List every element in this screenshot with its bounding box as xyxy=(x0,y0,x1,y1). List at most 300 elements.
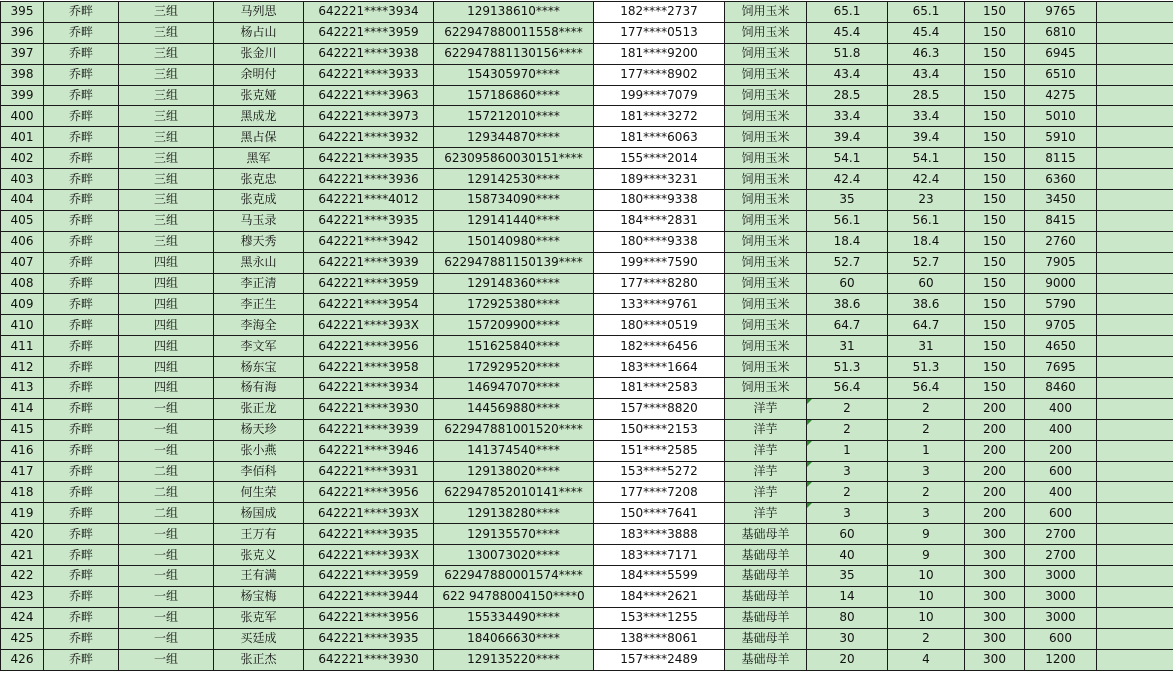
cell-crop-type[interactable]: 饲用玉米 xyxy=(725,169,807,190)
cell-id-number[interactable]: 642221****4012 xyxy=(304,190,434,211)
cell-crop-type[interactable]: 基础母羊 xyxy=(725,607,807,628)
cell-unit-price[interactable]: 150 xyxy=(965,64,1025,85)
cell-id-number[interactable]: 642221****3942 xyxy=(304,231,434,252)
cell-row-index[interactable]: 401 xyxy=(1,127,44,148)
cell-area[interactable]: 2 xyxy=(807,419,888,440)
cell-unit-price[interactable]: 150 xyxy=(965,2,1025,23)
cell-bank-account[interactable]: 129138280**** xyxy=(434,503,594,524)
cell-id-number[interactable]: 642221****3958 xyxy=(304,357,434,378)
cell-subsidy-area[interactable]: 10 xyxy=(888,586,965,607)
cell-phone[interactable]: 180****0519 xyxy=(594,315,725,336)
cell-subsidy-area[interactable]: 60 xyxy=(888,273,965,294)
cell-subsidy-area[interactable]: 28.5 xyxy=(888,85,965,106)
cell-row-index[interactable]: 417 xyxy=(1,461,44,482)
cell-blank[interactable] xyxy=(1097,252,1173,273)
cell-row-index[interactable]: 398 xyxy=(1,64,44,85)
cell-name[interactable]: 李佰科 xyxy=(214,461,304,482)
cell-row-index[interactable]: 402 xyxy=(1,148,44,169)
cell-unit-price[interactable]: 150 xyxy=(965,273,1025,294)
cell-crop-type[interactable]: 基础母羊 xyxy=(725,524,807,545)
cell-subsidy-area[interactable]: 65.1 xyxy=(888,2,965,23)
cell-area[interactable]: 31 xyxy=(807,336,888,357)
cell-blank[interactable] xyxy=(1097,524,1173,545)
cell-phone[interactable]: 184****2621 xyxy=(594,586,725,607)
cell-name[interactable]: 黑军 xyxy=(214,148,304,169)
cell-subsidy-area[interactable]: 45.4 xyxy=(888,22,965,43)
cell-blank[interactable] xyxy=(1097,273,1173,294)
cell-bank-account[interactable]: 157186860**** xyxy=(434,85,594,106)
cell-name[interactable]: 马列思 xyxy=(214,2,304,23)
cell-amount[interactable]: 4275 xyxy=(1025,85,1097,106)
cell-group[interactable]: 四组 xyxy=(119,294,214,315)
cell-name[interactable]: 杨宝梅 xyxy=(214,586,304,607)
cell-name[interactable]: 王万有 xyxy=(214,524,304,545)
cell-subsidy-area[interactable]: 43.4 xyxy=(888,64,965,85)
cell-subsidy-area[interactable]: 10 xyxy=(888,607,965,628)
cell-row-index[interactable]: 406 xyxy=(1,231,44,252)
cell-subsidy-area[interactable]: 56.1 xyxy=(888,210,965,231)
cell-area[interactable]: 43.4 xyxy=(807,64,888,85)
cell-bank-account[interactable]: 622947880011558**** xyxy=(434,22,594,43)
cell-bank-account[interactable]: 184066630**** xyxy=(434,628,594,649)
cell-group[interactable]: 三组 xyxy=(119,127,214,148)
cell-area[interactable]: 3 xyxy=(807,503,888,524)
cell-id-number[interactable]: 642221****3938 xyxy=(304,43,434,64)
cell-village[interactable]: 乔畔 xyxy=(44,503,119,524)
cell-village[interactable]: 乔畔 xyxy=(44,43,119,64)
cell-unit-price[interactable]: 300 xyxy=(965,649,1025,670)
cell-village[interactable]: 乔畔 xyxy=(44,357,119,378)
cell-row-index[interactable]: 414 xyxy=(1,398,44,419)
cell-phone[interactable]: 181****3272 xyxy=(594,106,725,127)
cell-phone[interactable]: 183****1664 xyxy=(594,357,725,378)
cell-group[interactable]: 三组 xyxy=(119,148,214,169)
cell-village[interactable]: 乔畔 xyxy=(44,210,119,231)
cell-group[interactable]: 三组 xyxy=(119,231,214,252)
cell-name[interactable]: 黑占保 xyxy=(214,127,304,148)
cell-amount[interactable]: 600 xyxy=(1025,503,1097,524)
cell-id-number[interactable]: 642221****3935 xyxy=(304,210,434,231)
cell-name[interactable]: 穆天秀 xyxy=(214,231,304,252)
cell-subsidy-area[interactable]: 52.7 xyxy=(888,252,965,273)
cell-bank-account[interactable]: 129344870**** xyxy=(434,127,594,148)
cell-id-number[interactable]: 642221****3959 xyxy=(304,273,434,294)
cell-blank[interactable] xyxy=(1097,294,1173,315)
cell-village[interactable]: 乔畔 xyxy=(44,482,119,503)
cell-subsidy-area[interactable]: 2 xyxy=(888,419,965,440)
cell-blank[interactable] xyxy=(1097,85,1173,106)
cell-crop-type[interactable]: 洋芋 xyxy=(725,503,807,524)
cell-phone[interactable]: 180****9338 xyxy=(594,190,725,211)
cell-phone[interactable]: 150****2153 xyxy=(594,419,725,440)
cell-subsidy-area[interactable]: 9 xyxy=(888,524,965,545)
cell-name[interactable]: 李正清 xyxy=(214,273,304,294)
cell-id-number[interactable]: 642221****3935 xyxy=(304,524,434,545)
cell-area[interactable]: 52.7 xyxy=(807,252,888,273)
cell-subsidy-area[interactable]: 39.4 xyxy=(888,127,965,148)
cell-group[interactable]: 二组 xyxy=(119,503,214,524)
cell-row-index[interactable]: 415 xyxy=(1,419,44,440)
cell-amount[interactable]: 400 xyxy=(1025,419,1097,440)
cell-area[interactable]: 14 xyxy=(807,586,888,607)
cell-area[interactable]: 65.1 xyxy=(807,2,888,23)
cell-blank[interactable] xyxy=(1097,649,1173,670)
cell-amount[interactable]: 8415 xyxy=(1025,210,1097,231)
cell-blank[interactable] xyxy=(1097,357,1173,378)
cell-id-number[interactable]: 642221****3930 xyxy=(304,649,434,670)
cell-phone[interactable]: 184****2831 xyxy=(594,210,725,231)
cell-bank-account[interactable]: 129138020**** xyxy=(434,461,594,482)
cell-bank-account[interactable]: 129135220**** xyxy=(434,649,594,670)
cell-row-index[interactable]: 425 xyxy=(1,628,44,649)
cell-group[interactable]: 三组 xyxy=(119,64,214,85)
cell-amount[interactable]: 6360 xyxy=(1025,169,1097,190)
cell-subsidy-area[interactable]: 31 xyxy=(888,336,965,357)
cell-bank-account[interactable]: 622 94788004150****0 xyxy=(434,586,594,607)
cell-unit-price[interactable]: 300 xyxy=(965,607,1025,628)
cell-phone[interactable]: 157****8820 xyxy=(594,398,725,419)
cell-name[interactable]: 杨有海 xyxy=(214,378,304,399)
cell-name[interactable]: 买廷成 xyxy=(214,628,304,649)
cell-crop-type[interactable]: 洋芋 xyxy=(725,440,807,461)
cell-row-index[interactable]: 404 xyxy=(1,190,44,211)
cell-crop-type[interactable]: 饲用玉米 xyxy=(725,106,807,127)
cell-row-index[interactable]: 410 xyxy=(1,315,44,336)
cell-blank[interactable] xyxy=(1097,127,1173,148)
cell-bank-account[interactable]: 622947881150139**** xyxy=(434,252,594,273)
cell-group[interactable]: 三组 xyxy=(119,2,214,23)
cell-bank-account[interactable]: 129148360**** xyxy=(434,273,594,294)
cell-area[interactable]: 42.4 xyxy=(807,169,888,190)
cell-village[interactable]: 乔畔 xyxy=(44,85,119,106)
cell-row-index[interactable]: 407 xyxy=(1,252,44,273)
cell-amount[interactable]: 4650 xyxy=(1025,336,1097,357)
cell-id-number[interactable]: 642221****3944 xyxy=(304,586,434,607)
cell-id-number[interactable]: 642221****3936 xyxy=(304,169,434,190)
cell-id-number[interactable]: 642221****3956 xyxy=(304,607,434,628)
cell-bank-account[interactable]: 158734090**** xyxy=(434,190,594,211)
cell-bank-account[interactable]: 622947852010141**** xyxy=(434,482,594,503)
cell-crop-type[interactable]: 饲用玉米 xyxy=(725,357,807,378)
cell-bank-account[interactable]: 151625840**** xyxy=(434,336,594,357)
cell-area[interactable]: 51.3 xyxy=(807,357,888,378)
cell-area[interactable]: 38.6 xyxy=(807,294,888,315)
cell-blank[interactable] xyxy=(1097,545,1173,566)
cell-name[interactable]: 黑永山 xyxy=(214,252,304,273)
cell-crop-type[interactable]: 饲用玉米 xyxy=(725,2,807,23)
cell-amount[interactable]: 6945 xyxy=(1025,43,1097,64)
cell-blank[interactable] xyxy=(1097,148,1173,169)
cell-group[interactable]: 二组 xyxy=(119,482,214,503)
cell-blank[interactable] xyxy=(1097,378,1173,399)
cell-name[interactable]: 李文军 xyxy=(214,336,304,357)
cell-row-index[interactable]: 422 xyxy=(1,566,44,587)
cell-group[interactable]: 四组 xyxy=(119,357,214,378)
cell-area[interactable]: 20 xyxy=(807,649,888,670)
cell-subsidy-area[interactable]: 51.3 xyxy=(888,357,965,378)
cell-unit-price[interactable]: 200 xyxy=(965,461,1025,482)
cell-phone[interactable]: 182****2737 xyxy=(594,2,725,23)
cell-crop-type[interactable]: 饲用玉米 xyxy=(725,43,807,64)
cell-row-index[interactable]: 405 xyxy=(1,210,44,231)
cell-subsidy-area[interactable]: 10 xyxy=(888,566,965,587)
cell-id-number[interactable]: 642221****3963 xyxy=(304,85,434,106)
cell-subsidy-area[interactable]: 38.6 xyxy=(888,294,965,315)
cell-group[interactable]: 一组 xyxy=(119,419,214,440)
cell-unit-price[interactable]: 150 xyxy=(965,252,1025,273)
cell-area[interactable]: 56.4 xyxy=(807,378,888,399)
cell-row-index[interactable]: 418 xyxy=(1,482,44,503)
cell-bank-account[interactable]: 129142530**** xyxy=(434,169,594,190)
cell-area[interactable]: 51.8 xyxy=(807,43,888,64)
cell-subsidy-area[interactable]: 2 xyxy=(888,398,965,419)
cell-row-index[interactable]: 419 xyxy=(1,503,44,524)
cell-id-number[interactable]: 642221****393X xyxy=(304,545,434,566)
cell-blank[interactable] xyxy=(1097,440,1173,461)
cell-subsidy-area[interactable]: 9 xyxy=(888,545,965,566)
cell-name[interactable]: 杨占山 xyxy=(214,22,304,43)
cell-unit-price[interactable]: 150 xyxy=(965,127,1025,148)
cell-area[interactable]: 39.4 xyxy=(807,127,888,148)
cell-group[interactable]: 一组 xyxy=(119,586,214,607)
cell-unit-price[interactable]: 200 xyxy=(965,419,1025,440)
cell-id-number[interactable]: 642221****3954 xyxy=(304,294,434,315)
cell-phone[interactable]: 151****2585 xyxy=(594,440,725,461)
cell-name[interactable]: 余明付 xyxy=(214,64,304,85)
cell-id-number[interactable]: 642221****3933 xyxy=(304,64,434,85)
cell-area[interactable]: 1 xyxy=(807,440,888,461)
cell-area[interactable]: 35 xyxy=(807,190,888,211)
cell-subsidy-area[interactable]: 4 xyxy=(888,649,965,670)
cell-crop-type[interactable]: 洋芋 xyxy=(725,398,807,419)
cell-name[interactable]: 杨东宝 xyxy=(214,357,304,378)
cell-id-number[interactable]: 642221****3935 xyxy=(304,148,434,169)
cell-group[interactable]: 一组 xyxy=(119,566,214,587)
cell-village[interactable]: 乔畔 xyxy=(44,190,119,211)
cell-subsidy-area[interactable]: 2 xyxy=(888,628,965,649)
cell-subsidy-area[interactable]: 33.4 xyxy=(888,106,965,127)
cell-village[interactable]: 乔畔 xyxy=(44,461,119,482)
cell-village[interactable]: 乔畔 xyxy=(44,294,119,315)
cell-group[interactable]: 四组 xyxy=(119,315,214,336)
cell-crop-type[interactable]: 饲用玉米 xyxy=(725,273,807,294)
cell-area[interactable]: 2 xyxy=(807,482,888,503)
cell-unit-price[interactable]: 150 xyxy=(965,315,1025,336)
cell-name[interactable]: 王有满 xyxy=(214,566,304,587)
cell-subsidy-area[interactable]: 23 xyxy=(888,190,965,211)
cell-phone[interactable]: 177****7208 xyxy=(594,482,725,503)
cell-name[interactable]: 张克义 xyxy=(214,545,304,566)
cell-amount[interactable]: 200 xyxy=(1025,440,1097,461)
cell-blank[interactable] xyxy=(1097,461,1173,482)
cell-phone[interactable]: 181****2583 xyxy=(594,378,725,399)
cell-blank[interactable] xyxy=(1097,628,1173,649)
cell-row-index[interactable]: 416 xyxy=(1,440,44,461)
cell-amount[interactable]: 8460 xyxy=(1025,378,1097,399)
cell-row-index[interactable]: 412 xyxy=(1,357,44,378)
cell-blank[interactable] xyxy=(1097,231,1173,252)
cell-crop-type[interactable]: 饲用玉米 xyxy=(725,85,807,106)
cell-bank-account[interactable]: 129141440**** xyxy=(434,210,594,231)
cell-bank-account[interactable]: 622947881001520**** xyxy=(434,419,594,440)
cell-village[interactable]: 乔畔 xyxy=(44,2,119,23)
cell-blank[interactable] xyxy=(1097,586,1173,607)
cell-unit-price[interactable]: 150 xyxy=(965,148,1025,169)
cell-area[interactable]: 40 xyxy=(807,545,888,566)
cell-amount[interactable]: 2700 xyxy=(1025,545,1097,566)
cell-blank[interactable] xyxy=(1097,43,1173,64)
cell-name[interactable]: 黑成龙 xyxy=(214,106,304,127)
cell-bank-account[interactable]: 141374540**** xyxy=(434,440,594,461)
cell-unit-price[interactable]: 150 xyxy=(965,357,1025,378)
cell-group[interactable]: 二组 xyxy=(119,461,214,482)
cell-area[interactable]: 45.4 xyxy=(807,22,888,43)
cell-name[interactable]: 马玉录 xyxy=(214,210,304,231)
cell-id-number[interactable]: 642221****3939 xyxy=(304,419,434,440)
cell-group[interactable]: 三组 xyxy=(119,85,214,106)
cell-area[interactable]: 3 xyxy=(807,461,888,482)
cell-blank[interactable] xyxy=(1097,64,1173,85)
cell-blank[interactable] xyxy=(1097,2,1173,23)
cell-name[interactable]: 张克军 xyxy=(214,607,304,628)
cell-amount[interactable]: 600 xyxy=(1025,461,1097,482)
cell-subsidy-area[interactable]: 46.3 xyxy=(888,43,965,64)
cell-village[interactable]: 乔畔 xyxy=(44,440,119,461)
cell-village[interactable]: 乔畔 xyxy=(44,378,119,399)
cell-area[interactable]: 2 xyxy=(807,398,888,419)
cell-village[interactable]: 乔畔 xyxy=(44,524,119,545)
cell-name[interactable]: 张克娅 xyxy=(214,85,304,106)
cell-blank[interactable] xyxy=(1097,398,1173,419)
cell-row-index[interactable]: 396 xyxy=(1,22,44,43)
cell-subsidy-area[interactable]: 54.1 xyxy=(888,148,965,169)
cell-blank[interactable] xyxy=(1097,106,1173,127)
cell-group[interactable]: 一组 xyxy=(119,628,214,649)
cell-bank-account[interactable]: 146947070**** xyxy=(434,378,594,399)
cell-bank-account[interactable]: 172925380**** xyxy=(434,294,594,315)
cell-amount[interactable]: 5910 xyxy=(1025,127,1097,148)
cell-village[interactable]: 乔畔 xyxy=(44,127,119,148)
cell-phone[interactable]: 150****7641 xyxy=(594,503,725,524)
cell-bank-account[interactable]: 154305970**** xyxy=(434,64,594,85)
cell-id-number[interactable]: 642221****393X xyxy=(304,503,434,524)
cell-group[interactable]: 三组 xyxy=(119,190,214,211)
cell-name[interactable]: 张小燕 xyxy=(214,440,304,461)
cell-name[interactable]: 李海全 xyxy=(214,315,304,336)
cell-phone[interactable]: 157****2489 xyxy=(594,649,725,670)
cell-phone[interactable]: 153****1255 xyxy=(594,607,725,628)
cell-village[interactable]: 乔畔 xyxy=(44,566,119,587)
cell-bank-account[interactable]: 129138610**** xyxy=(434,2,594,23)
cell-amount[interactable]: 9765 xyxy=(1025,2,1097,23)
cell-crop-type[interactable]: 饲用玉米 xyxy=(725,127,807,148)
cell-amount[interactable]: 7695 xyxy=(1025,357,1097,378)
cell-row-index[interactable]: 408 xyxy=(1,273,44,294)
cell-phone[interactable]: 177****8902 xyxy=(594,64,725,85)
cell-unit-price[interactable]: 150 xyxy=(965,336,1025,357)
cell-group[interactable]: 一组 xyxy=(119,607,214,628)
cell-area[interactable]: 60 xyxy=(807,524,888,545)
cell-amount[interactable]: 2760 xyxy=(1025,231,1097,252)
cell-subsidy-area[interactable]: 3 xyxy=(888,461,965,482)
cell-group[interactable]: 三组 xyxy=(119,43,214,64)
cell-phone[interactable]: 182****6456 xyxy=(594,336,725,357)
cell-village[interactable]: 乔畔 xyxy=(44,649,119,670)
cell-village[interactable]: 乔畔 xyxy=(44,545,119,566)
cell-village[interactable]: 乔畔 xyxy=(44,273,119,294)
cell-unit-price[interactable]: 200 xyxy=(965,503,1025,524)
cell-row-index[interactable]: 399 xyxy=(1,85,44,106)
cell-area[interactable]: 56.1 xyxy=(807,210,888,231)
cell-row-index[interactable]: 395 xyxy=(1,2,44,23)
cell-phone[interactable]: 199****7590 xyxy=(594,252,725,273)
cell-subsidy-area[interactable]: 1 xyxy=(888,440,965,461)
cell-unit-price[interactable]: 300 xyxy=(965,524,1025,545)
cell-blank[interactable] xyxy=(1097,336,1173,357)
cell-phone[interactable]: 181****9200 xyxy=(594,43,725,64)
cell-crop-type[interactable]: 饲用玉米 xyxy=(725,64,807,85)
cell-village[interactable]: 乔畔 xyxy=(44,586,119,607)
cell-crop-type[interactable]: 基础母羊 xyxy=(725,566,807,587)
cell-amount[interactable]: 6510 xyxy=(1025,64,1097,85)
cell-name[interactable]: 张金川 xyxy=(214,43,304,64)
cell-amount[interactable]: 7905 xyxy=(1025,252,1097,273)
cell-phone[interactable]: 180****9338 xyxy=(594,231,725,252)
cell-area[interactable]: 30 xyxy=(807,628,888,649)
cell-crop-type[interactable]: 饲用玉米 xyxy=(725,190,807,211)
cell-bank-account[interactable]: 130073020**** xyxy=(434,545,594,566)
cell-amount[interactable]: 8115 xyxy=(1025,148,1097,169)
cell-crop-type[interactable]: 基础母羊 xyxy=(725,586,807,607)
cell-row-index[interactable]: 420 xyxy=(1,524,44,545)
cell-crop-type[interactable]: 饲用玉米 xyxy=(725,252,807,273)
cell-row-index[interactable]: 400 xyxy=(1,106,44,127)
cell-amount[interactable]: 1200 xyxy=(1025,649,1097,670)
cell-group[interactable]: 四组 xyxy=(119,273,214,294)
cell-area[interactable]: 54.1 xyxy=(807,148,888,169)
cell-row-index[interactable]: 411 xyxy=(1,336,44,357)
cell-amount[interactable]: 3000 xyxy=(1025,607,1097,628)
cell-blank[interactable] xyxy=(1097,419,1173,440)
cell-crop-type[interactable]: 洋芋 xyxy=(725,461,807,482)
cell-id-number[interactable]: 642221****3934 xyxy=(304,378,434,399)
cell-subsidy-area[interactable]: 3 xyxy=(888,503,965,524)
cell-id-number[interactable]: 642221****3934 xyxy=(304,2,434,23)
cell-bank-account[interactable]: 622947880001574**** xyxy=(434,566,594,587)
cell-phone[interactable]: 183****7171 xyxy=(594,545,725,566)
cell-id-number[interactable]: 642221****3946 xyxy=(304,440,434,461)
cell-village[interactable]: 乔畔 xyxy=(44,148,119,169)
cell-unit-price[interactable]: 300 xyxy=(965,566,1025,587)
cell-bank-account[interactable]: 157209900**** xyxy=(434,315,594,336)
cell-unit-price[interactable]: 200 xyxy=(965,398,1025,419)
cell-row-index[interactable]: 397 xyxy=(1,43,44,64)
cell-phone[interactable]: 133****9761 xyxy=(594,294,725,315)
cell-phone[interactable]: 183****3888 xyxy=(594,524,725,545)
cell-blank[interactable] xyxy=(1097,210,1173,231)
cell-phone[interactable]: 189****3231 xyxy=(594,169,725,190)
cell-blank[interactable] xyxy=(1097,607,1173,628)
cell-phone[interactable]: 177****0513 xyxy=(594,22,725,43)
cell-phone[interactable]: 177****8280 xyxy=(594,273,725,294)
cell-area[interactable]: 60 xyxy=(807,273,888,294)
cell-group[interactable]: 三组 xyxy=(119,169,214,190)
cell-name[interactable]: 张克成 xyxy=(214,190,304,211)
cell-row-index[interactable]: 409 xyxy=(1,294,44,315)
cell-crop-type[interactable]: 洋芋 xyxy=(725,482,807,503)
cell-bank-account[interactable]: 155334490**** xyxy=(434,607,594,628)
cell-subsidy-area[interactable]: 64.7 xyxy=(888,315,965,336)
